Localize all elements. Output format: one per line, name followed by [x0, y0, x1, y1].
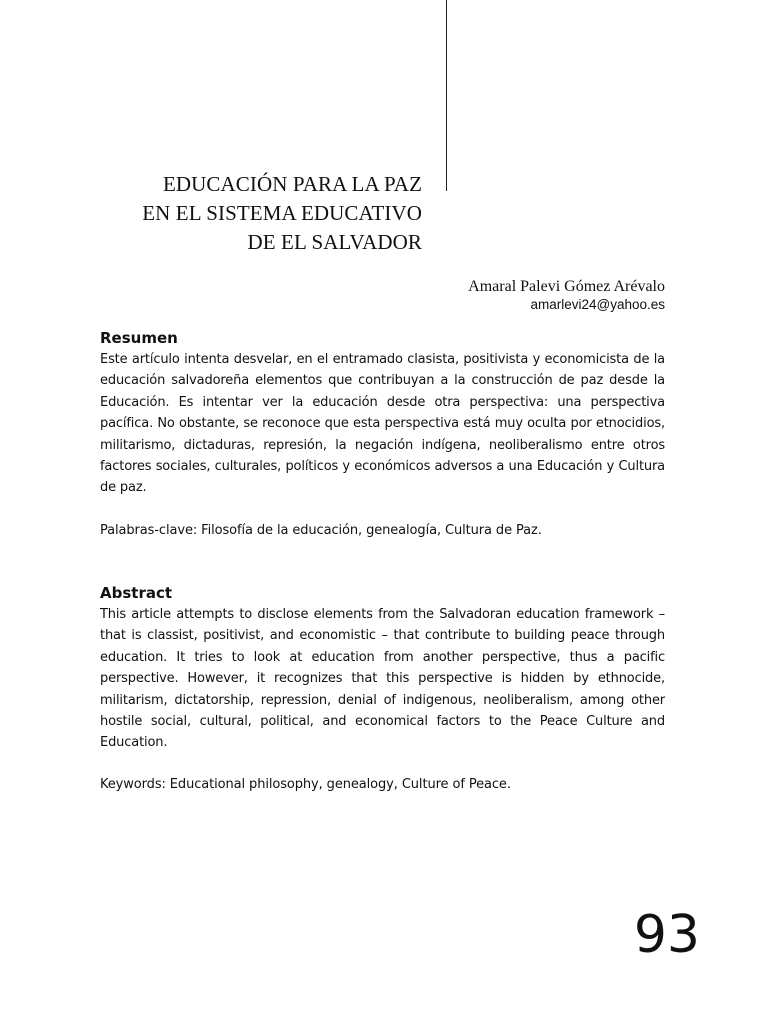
resumen-keywords: Palabras-clave: Filosofía de la educación, genealogía, Cultura de Paz. [100, 523, 542, 538]
resumen-heading: Resumen [100, 329, 178, 347]
abstract-keywords: Keywords: Educational philosophy, genealogy, Culture of Peace. [100, 777, 511, 792]
abstract-text: This article attempts to disclose elements from the Salvadoran education framework – that is classist, positivist, and economistic – that contribute to building peace through education. It tries to look at education from another perspective, thus a pacific perspective. However, it recognizes that this perspective is hidden by ethnocide, militarism, dictatorship, repression, denial of indigenous, neoliberalism, among other hostile social, cultural, political, and economical factors to the Peace Culture and Education. [100, 607, 665, 751]
vertical-rule [446, 0, 447, 191]
title-line-3: DE EL SALVADOR [247, 230, 422, 254]
author-name: Amaral Palevi Gómez Arévalo [468, 278, 665, 295]
author-email: amarlevi24@yahoo.es [530, 297, 665, 312]
title-line-2: EN EL SISTEMA EDUCATIVO [142, 201, 422, 225]
resumen-text: Este artículo intenta desvelar, en el entramado clasista, positivista y economicista de la educación salvadoreña elementos que contribuyan a la construcción de paz desde la Educación. Es intentar ver la educación desde otra perspectiva: una perspectiva pacífica. No obstante, se reconoce que esta perspectiva está muy oculta por etnocidios, militarismo, dictaduras, represión, la negación indígena, neoliberalismo entre otros factores sociales, culturales, políticos y económicos adversos a una Educación y Cultura de paz. [100, 352, 665, 496]
title-line-1: EDUCACIÓN PARA LA PAZ [162, 172, 422, 196]
page-number: 93 [633, 905, 700, 965]
abstract-heading: Abstract [100, 584, 173, 602]
article-title [2, 170, 422, 257]
